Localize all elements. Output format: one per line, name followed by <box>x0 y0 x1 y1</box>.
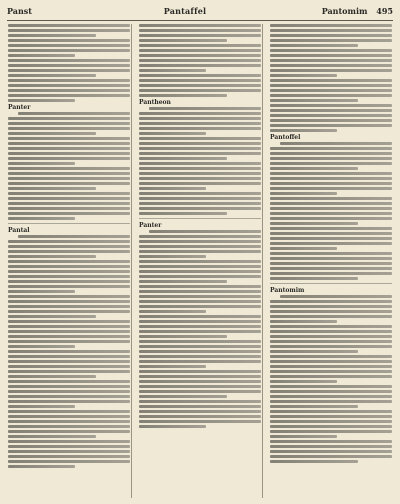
text-line <box>8 440 130 443</box>
text-line <box>270 84 392 87</box>
text-line <box>8 162 75 165</box>
text-line <box>270 192 337 195</box>
text-line <box>139 197 261 200</box>
text-line <box>270 360 392 363</box>
text-line <box>270 320 337 323</box>
column-3 <box>269 24 393 498</box>
text-line <box>139 335 227 338</box>
text-line <box>270 375 392 378</box>
text-line <box>8 450 130 453</box>
text-line <box>270 222 358 225</box>
column-3-text-block-2 <box>270 142 392 280</box>
text-line <box>270 405 358 408</box>
text-line <box>8 350 130 353</box>
text-line <box>270 167 358 170</box>
text-line <box>139 270 261 273</box>
text-line <box>8 395 130 398</box>
text-line <box>270 202 392 205</box>
text-line <box>270 267 392 270</box>
text-line <box>8 305 130 308</box>
text-line <box>139 162 261 165</box>
column-2 <box>138 24 263 498</box>
text-line <box>270 335 392 338</box>
text-line <box>270 445 392 448</box>
text-line <box>270 435 337 438</box>
text-line <box>139 235 261 238</box>
text-line <box>270 305 392 308</box>
text-line <box>270 157 392 160</box>
page-header <box>7 6 393 21</box>
text-line <box>270 24 392 27</box>
text-line <box>139 74 261 77</box>
text-line <box>270 455 392 458</box>
text-line <box>8 39 130 42</box>
text-line <box>139 330 261 333</box>
text-line <box>270 252 392 255</box>
section-rule <box>8 223 130 224</box>
text-line <box>270 415 392 418</box>
text-line <box>139 69 206 72</box>
text-line <box>139 89 261 92</box>
text-line <box>139 39 227 42</box>
column-1-text-block-2 <box>8 112 130 220</box>
text-line <box>139 415 261 418</box>
text-line <box>8 345 75 348</box>
text-line <box>270 300 392 303</box>
text-line <box>8 122 130 125</box>
text-line <box>139 275 261 278</box>
dictionary-entry-heading: Panter <box>8 104 31 111</box>
text-line <box>139 187 206 190</box>
text-line <box>139 300 261 303</box>
text-line <box>139 315 261 318</box>
text-line <box>270 172 392 175</box>
text-line <box>270 124 392 127</box>
text-line <box>139 177 261 180</box>
text-line <box>270 355 392 358</box>
text-line <box>270 232 392 235</box>
text-line <box>139 385 261 388</box>
text-line <box>270 370 392 373</box>
text-line <box>270 94 392 97</box>
text-line <box>8 445 130 448</box>
text-line <box>8 44 130 47</box>
text-line <box>139 127 261 130</box>
text-line <box>8 127 130 130</box>
text-line <box>8 365 130 368</box>
text-line <box>139 405 261 408</box>
text-line <box>8 270 130 273</box>
text-line <box>8 59 130 62</box>
text-line <box>270 29 392 32</box>
text-line <box>270 104 392 107</box>
text-line <box>8 64 130 67</box>
text-line <box>139 157 227 160</box>
text-line <box>8 245 130 248</box>
text-line <box>8 137 130 140</box>
text-line <box>270 109 392 112</box>
text-line <box>8 275 130 278</box>
text-line <box>8 212 130 215</box>
text-line <box>270 212 392 215</box>
text-line <box>8 167 130 170</box>
text-line <box>149 107 261 110</box>
text-line <box>139 305 261 308</box>
text-line <box>139 285 261 288</box>
text-line <box>270 39 392 42</box>
running-head-center: Pantaffel <box>163 6 207 16</box>
text-line <box>270 187 392 190</box>
text-line <box>270 350 358 353</box>
text-line <box>139 240 261 243</box>
text-line <box>8 320 130 323</box>
column-2-text-block-3 <box>139 230 261 428</box>
text-line <box>139 29 261 32</box>
dictionary-entry-heading: Pantomim <box>270 287 305 294</box>
text-line <box>8 217 75 220</box>
text-line <box>8 340 130 343</box>
text-line <box>8 157 130 160</box>
text-line <box>8 177 130 180</box>
text-line <box>139 202 261 205</box>
text-line <box>8 285 130 288</box>
text-line <box>8 255 96 258</box>
text-line <box>139 147 261 150</box>
dictionary-entry-heading: Pantal <box>8 227 30 234</box>
text-line <box>270 330 392 333</box>
text-line <box>270 420 392 423</box>
text-line <box>270 217 392 220</box>
text-line <box>139 370 261 373</box>
text-line <box>8 240 130 243</box>
text-line <box>8 410 130 413</box>
text-line <box>270 147 392 150</box>
text-line <box>139 260 261 263</box>
text-line <box>8 330 130 333</box>
text-line <box>270 207 392 210</box>
text-line <box>139 380 261 383</box>
text-line <box>270 345 392 348</box>
text-line <box>8 192 130 195</box>
text-line <box>8 455 130 458</box>
text-line <box>8 89 130 92</box>
text-line <box>139 420 261 423</box>
column-3-text-block-1 <box>270 24 392 132</box>
text-line <box>270 340 392 343</box>
text-line <box>270 410 392 413</box>
text-line <box>270 182 392 185</box>
text-line <box>8 375 96 378</box>
text-line <box>8 187 96 190</box>
dictionary-entry-heading: Pantheon <box>139 99 171 106</box>
text-line <box>8 99 75 102</box>
text-line <box>139 250 261 253</box>
text-line <box>270 242 392 245</box>
text-line <box>270 425 392 428</box>
text-line <box>8 132 96 135</box>
text-line <box>270 440 392 443</box>
text-line <box>139 245 261 248</box>
text-line <box>280 142 392 145</box>
text-line <box>139 94 227 97</box>
text-line <box>8 84 130 87</box>
text-line <box>139 320 261 323</box>
text-line <box>8 79 130 82</box>
text-line <box>139 255 206 258</box>
column-1 <box>7 24 132 498</box>
text-line <box>8 260 130 263</box>
section-rule <box>270 283 392 284</box>
text-line <box>8 310 130 313</box>
text-line <box>8 117 130 120</box>
text-line <box>270 79 392 82</box>
text-line <box>8 207 130 210</box>
text-line <box>8 94 130 97</box>
text-line <box>139 182 261 185</box>
text-line <box>139 340 261 343</box>
text-line <box>8 265 130 268</box>
text-line <box>8 142 130 145</box>
text-line <box>270 325 392 328</box>
text-line <box>8 420 130 423</box>
text-line <box>270 310 392 313</box>
text-line <box>149 230 261 233</box>
text-line <box>270 400 392 403</box>
text-line <box>139 375 261 378</box>
column-2-text-block-2 <box>139 107 261 215</box>
text-line <box>8 49 130 52</box>
text-line <box>8 415 130 418</box>
text-line <box>8 405 75 408</box>
column-2-text-block-1 <box>139 24 261 97</box>
text-line <box>139 137 261 140</box>
text-line <box>270 315 392 318</box>
text-line <box>8 325 130 328</box>
text-line <box>139 49 261 52</box>
text-line <box>270 395 392 398</box>
text-line <box>270 385 392 388</box>
text-line <box>139 280 227 283</box>
text-line <box>139 355 261 358</box>
text-line <box>8 34 96 37</box>
text-line <box>270 380 337 383</box>
text-line <box>8 300 130 303</box>
text-line <box>270 237 392 240</box>
text-line <box>270 69 392 72</box>
text-line <box>270 99 358 102</box>
text-line <box>270 114 392 117</box>
text-line <box>8 465 75 468</box>
running-head-right <box>273 6 393 16</box>
text-line <box>8 435 96 438</box>
text-line <box>270 365 392 368</box>
text-line <box>8 380 130 383</box>
text-line <box>270 257 392 260</box>
text-line <box>8 400 130 403</box>
text-line <box>139 64 261 67</box>
text-line <box>270 430 392 433</box>
column-3-text-block-3 <box>270 295 392 463</box>
text-line <box>8 460 130 463</box>
text-line <box>8 202 130 205</box>
text-line <box>139 410 261 413</box>
running-head-left: Panst <box>7 6 32 16</box>
text-line <box>8 74 96 77</box>
text-line <box>8 355 130 358</box>
text-line <box>139 34 261 37</box>
text-line <box>270 152 392 155</box>
text-line <box>139 59 261 62</box>
text-line <box>8 335 130 338</box>
text-line <box>139 132 206 135</box>
text-line <box>270 59 392 62</box>
text-line <box>270 262 392 265</box>
text-line <box>139 112 261 115</box>
text-line <box>270 227 392 230</box>
text-line <box>139 365 206 368</box>
text-line <box>8 315 96 318</box>
text-line <box>270 177 392 180</box>
text-line <box>139 207 261 210</box>
text-line <box>139 172 261 175</box>
page-number: 495 <box>376 6 393 16</box>
text-line <box>270 64 392 67</box>
text-line <box>8 385 130 388</box>
text-line <box>8 24 130 27</box>
text-line <box>270 277 358 280</box>
text-line <box>270 390 392 393</box>
text-line <box>139 84 261 87</box>
text-line <box>139 310 206 313</box>
dictionary-entry-heading: Panter <box>139 222 162 229</box>
text-line <box>270 89 392 92</box>
text-line <box>139 295 261 298</box>
text-line <box>8 295 130 298</box>
text-line <box>139 360 261 363</box>
text-line <box>139 390 261 393</box>
text-line <box>139 152 261 155</box>
text-line <box>139 290 261 293</box>
text-line <box>280 295 392 298</box>
dictionary-entry-heading: Pantoffel <box>270 134 301 141</box>
text-line <box>139 350 261 353</box>
text-line <box>270 44 358 47</box>
text-line <box>270 74 337 77</box>
text-line <box>8 172 130 175</box>
text-line <box>139 54 261 57</box>
text-line <box>8 425 130 428</box>
text-line <box>18 112 130 115</box>
text-line <box>139 325 261 328</box>
text-line <box>8 54 75 57</box>
text-line <box>270 129 337 132</box>
text-line <box>270 197 392 200</box>
text-line <box>139 142 261 145</box>
text-line <box>18 235 130 238</box>
text-line <box>8 280 130 283</box>
text-line <box>139 265 261 268</box>
text-line <box>139 212 227 215</box>
text-line <box>8 430 130 433</box>
column-1-text-block-1 <box>8 24 130 102</box>
text-line <box>139 44 261 47</box>
text-line <box>8 290 75 293</box>
text-line <box>139 79 261 82</box>
text-line <box>139 122 261 125</box>
text-line <box>8 182 130 185</box>
text-line <box>8 147 130 150</box>
text-line <box>270 34 392 37</box>
text-line <box>270 247 337 250</box>
text-line <box>8 370 130 373</box>
text-columns <box>7 24 393 498</box>
section-rule <box>139 218 261 219</box>
text-line <box>270 460 358 463</box>
text-line <box>139 395 227 398</box>
text-line <box>139 345 261 348</box>
text-line <box>270 272 392 275</box>
text-line <box>8 390 130 393</box>
text-line <box>8 250 130 253</box>
text-line <box>8 197 130 200</box>
text-line <box>8 360 130 363</box>
text-line <box>139 425 206 428</box>
text-line <box>270 54 392 57</box>
text-line <box>8 29 130 32</box>
text-line <box>270 450 392 453</box>
text-line <box>139 167 261 170</box>
running-head-right-title: Pantomim <box>321 6 368 16</box>
text-line <box>8 152 130 155</box>
text-line <box>270 162 392 165</box>
text-line <box>139 192 261 195</box>
text-line <box>8 69 130 72</box>
text-line <box>139 24 261 27</box>
text-line <box>139 400 261 403</box>
text-line <box>270 49 392 52</box>
text-line <box>270 119 392 122</box>
text-line <box>139 117 261 120</box>
column-1-text-block-3 <box>8 235 130 468</box>
